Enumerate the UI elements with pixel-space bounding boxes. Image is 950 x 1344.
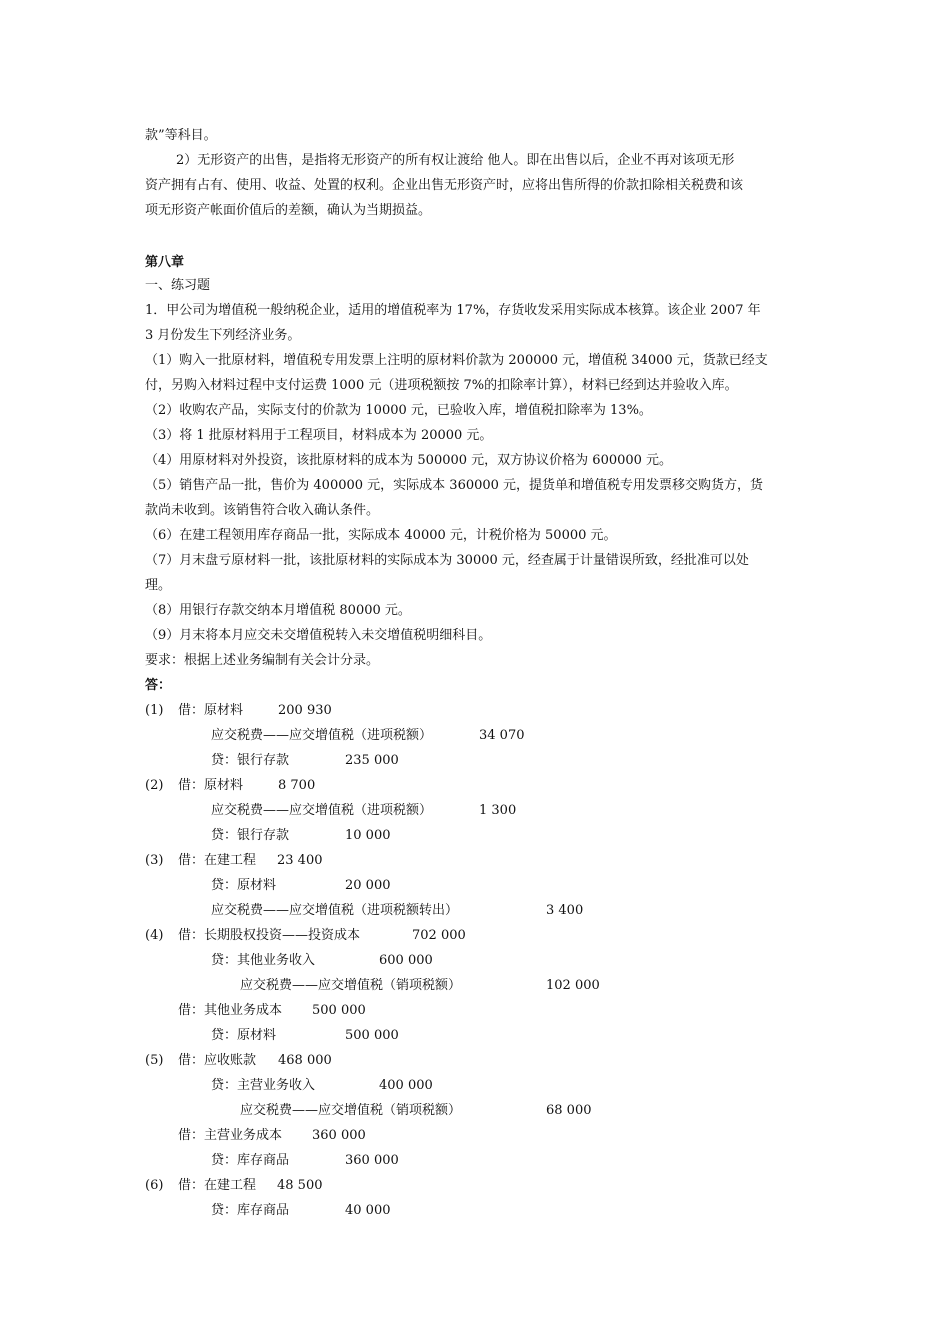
chapter-title: 第八章	[145, 255, 185, 270]
journal-debit-label: 借：应收账款	[178, 1053, 257, 1068]
paragraph-line: 项无形资产帐面价值后的差额，确认为当期损益。	[145, 203, 432, 218]
journal-amount: 235 000	[345, 753, 399, 768]
journal-amount: 3 400	[546, 903, 584, 918]
paragraph-line: 2）无形资产的出售，是指将无形资产的所有权让渡给 他人。即在出售以后，企业不再对该项无形	[176, 153, 735, 168]
journal-debit-label: 借：长期股权投资——投资成本	[178, 928, 361, 943]
journal-credit-label: 应交税费——应交增值税（销项税额）	[240, 1103, 462, 1118]
journal-amount: 702 000	[412, 928, 466, 943]
problem-item: （9）月末将本月应交未交增值税转入未交增值税明细科目。	[145, 628, 492, 643]
entry-number: (3)	[145, 853, 164, 868]
entry-number: (1)	[145, 703, 164, 718]
section-subtitle: 一、练习题	[145, 278, 211, 293]
entry-number: (5)	[145, 1053, 164, 1068]
paragraph-line: 资产拥有占有、使用、收益、处置的权利。企业出售无形资产时，应将出售所得的价款扣除相关税费和该	[145, 178, 744, 193]
journal-amount: 200 930	[278, 703, 332, 718]
problem-item: （2）收购农产品，实际支付的价款为 10000 元，已验收入库，增值税扣除率为 13%。	[145, 403, 652, 418]
journal-amount: 40 000	[345, 1203, 391, 1218]
journal-debit-label: 借：原材料	[178, 778, 244, 793]
journal-amount: 1 300	[479, 803, 517, 818]
journal-credit-label: 贷：银行存款	[211, 828, 290, 843]
problem-item: 理。	[145, 578, 172, 593]
problem-item: （6）在建工程领用库存商品一批，实际成本 40000 元，计税价格为 50000 元。	[145, 528, 617, 543]
problem-intro: 3 月份发生下列经济业务。	[145, 328, 301, 343]
journal-amount: 20 000	[345, 878, 391, 893]
problem-item: 款尚未收到。该销售符合收入确认条件。	[145, 503, 380, 518]
entry-number: (4)	[145, 928, 164, 943]
journal-credit-label: 贷：其他业务收入	[211, 953, 316, 968]
journal-amount: 500 000	[312, 1003, 366, 1018]
answer-label: 答：	[145, 678, 172, 693]
problem-item: 付，另购入材料过程中支付运费 1000 元（进项税额按 7%的扣除率计算），材料已经到达并验收入库。	[145, 378, 738, 393]
paragraph-line: 款”等科目。	[145, 128, 217, 143]
journal-amount: 360 000	[345, 1153, 399, 1168]
journal-amount: 468 000	[278, 1053, 332, 1068]
journal-amount: 10 000	[345, 828, 391, 843]
entry-number: (2)	[145, 778, 164, 793]
journal-amount: 500 000	[345, 1028, 399, 1043]
journal-credit-label: 贷：银行存款	[211, 753, 290, 768]
journal-amount: 8 700	[278, 778, 316, 793]
journal-debit-label: 借：在建工程	[178, 853, 257, 868]
journal-amount: 23 400	[277, 853, 323, 868]
journal-credit-label: 贷：原材料	[211, 1028, 277, 1043]
journal-amount: 400 000	[379, 1078, 433, 1093]
problem-item: （4）用原材料对外投资，该批原材料的成本为 500000 元，双方协议价格为 600000 元。	[145, 453, 673, 468]
journal-credit-label: 贷：原材料	[211, 878, 277, 893]
journal-amount: 34 070	[479, 728, 525, 743]
journal-amount: 48 500	[277, 1178, 323, 1193]
journal-amount: 360 000	[312, 1128, 366, 1143]
journal-amount: 68 000	[546, 1103, 592, 1118]
problem-item: （3）将 1 批原材料用于工程项目，材料成本为 20000 元。	[145, 428, 493, 443]
problem-item: （8）用银行存款交纳本月增值税 80000 元。	[145, 603, 411, 618]
journal-credit-label: 应交税费——应交增值税（进项税额转出）	[211, 903, 459, 918]
journal-debit-label: 借：主营业务成本	[178, 1128, 283, 1143]
problem-item: （5）销售产品一批，售价为 400000 元，实际成本 360000 元，提货单和增值税专用发票移交购货方，货	[145, 478, 764, 493]
journal-credit-label: 贷：库存商品	[211, 1153, 290, 1168]
journal-amount: 600 000	[379, 953, 433, 968]
journal-credit-label: 应交税费——应交增值税（销项税额）	[240, 978, 462, 993]
problem-requirement: 要求：根据上述业务编制有关会计分录。	[145, 653, 380, 668]
journal-credit-label: 贷：库存商品	[211, 1203, 290, 1218]
journal-debit-label: 借：原材料	[178, 703, 244, 718]
problem-intro: 1．甲公司为增值税一般纳税企业，适用的增值税率为 17%，存货收发采用实际成本核算。该企业 2007 年	[145, 303, 761, 318]
problem-item: （7）月末盘亏原材料一批，该批原材料的实际成本为 30000 元，经查属于计量错误所致，经批准可以处	[145, 553, 749, 568]
entry-number: (6)	[145, 1178, 164, 1193]
journal-debit-label: 借：在建工程	[178, 1178, 257, 1193]
problem-item: （1）购入一批原材料，增值税专用发票上注明的原材料价款为 200000 元，增值税 34000 元，货款已经支	[145, 353, 768, 368]
journal-amount: 102 000	[546, 978, 600, 993]
journal-debit-label: 借：其他业务成本	[178, 1003, 283, 1018]
journal-credit-label: 贷：主营业务收入	[211, 1078, 316, 1093]
journal-debit-label: 应交税费——应交增值税（进项税额）	[211, 803, 433, 818]
journal-debit-label: 应交税费——应交增值税（进项税额）	[211, 728, 433, 743]
